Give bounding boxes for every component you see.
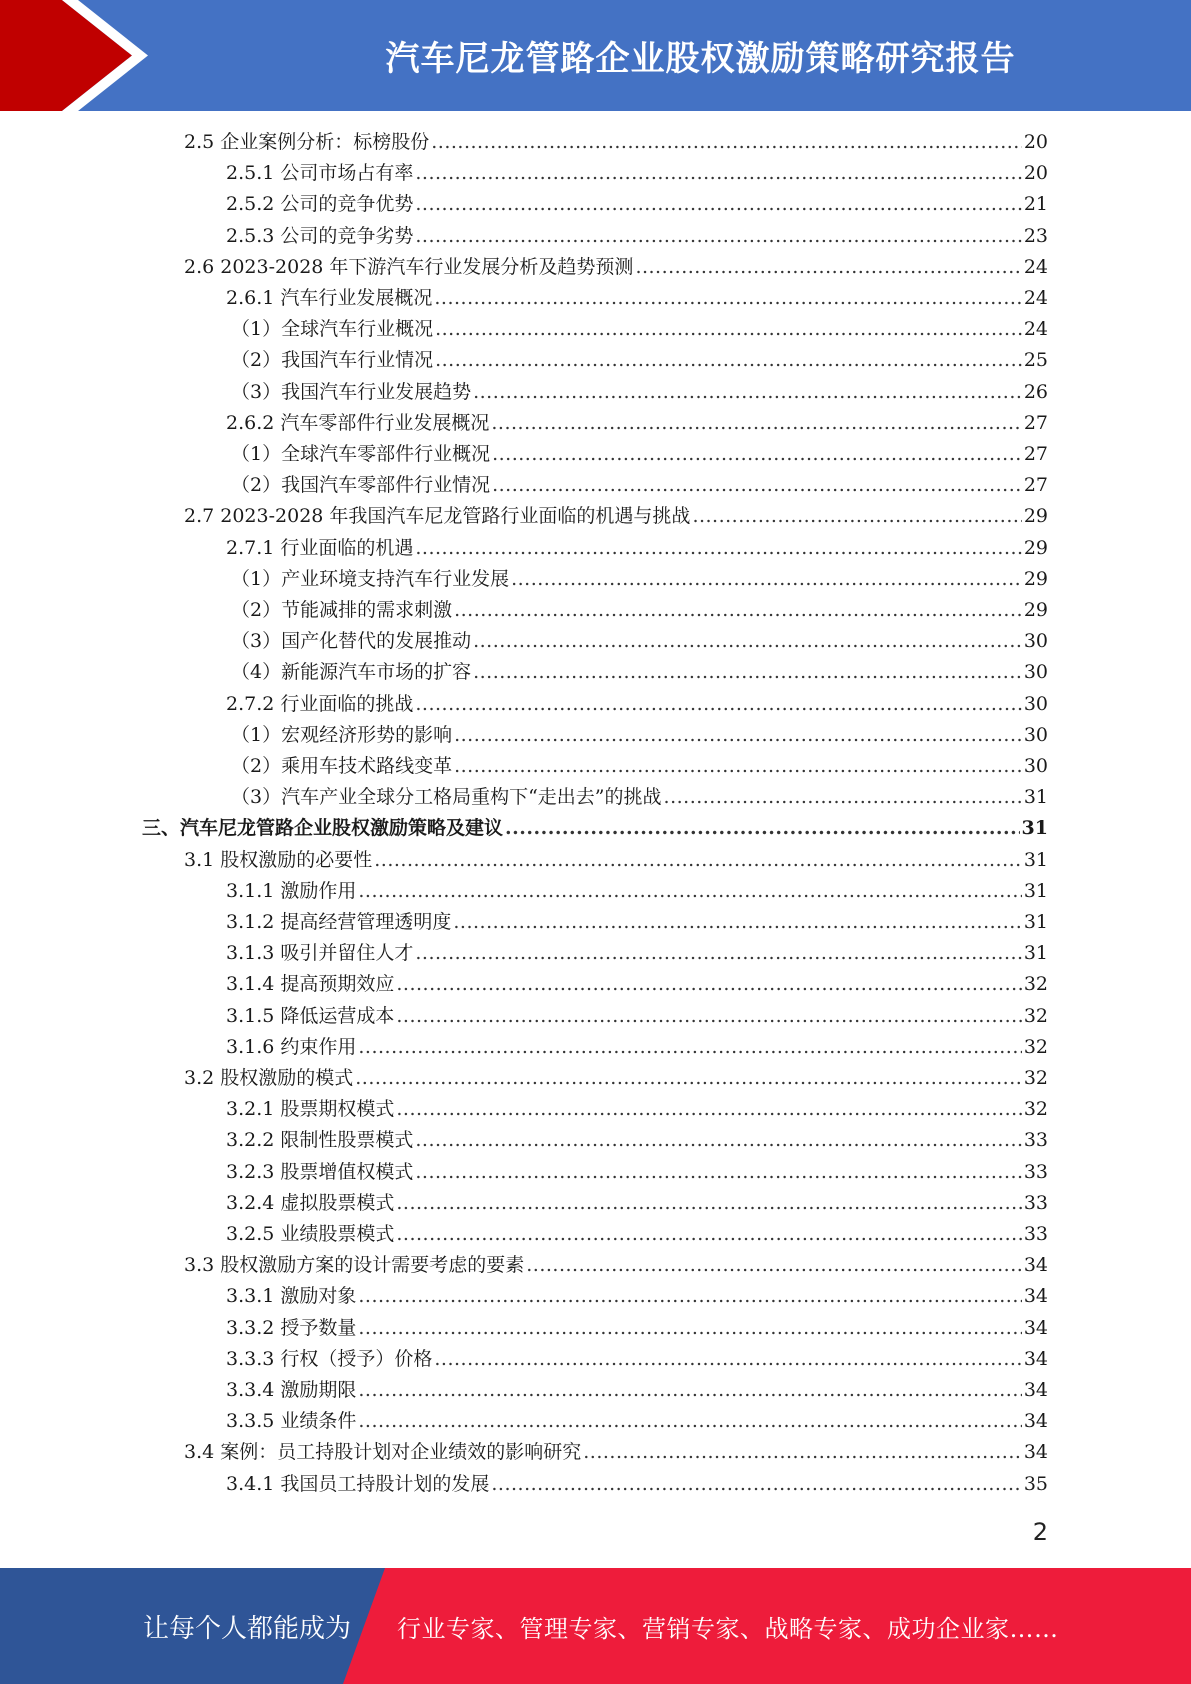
toc-leader-dots [358, 1375, 1021, 1406]
toc-leader-dots [415, 1125, 1021, 1156]
toc-entry-page: 32 [1023, 1035, 1048, 1058]
toc-leader-dots [692, 501, 1021, 532]
toc-leader-dots [434, 283, 1021, 314]
toc-leader-dots [635, 252, 1021, 283]
toc-entry-page: 30 [1023, 755, 1048, 777]
toc-entry[interactable] [184, 1063, 1048, 1094]
toc-entry-page: 34 [1023, 1410, 1048, 1433]
toc-entry[interactable] [226, 158, 1048, 189]
toc-entry-title: （3）国产化替代的发展推动 [231, 630, 472, 653]
toc-entry-page: 34 [1023, 1285, 1048, 1308]
toc-leader-dots [454, 595, 1022, 626]
toc-leader-dots [435, 314, 1022, 345]
toc-entry-page: 32 [1023, 1098, 1048, 1121]
toc-entry[interactable] [226, 938, 1048, 969]
toc-entry-title: 3.1.4 提高预期效应 [226, 973, 395, 996]
toc-entry[interactable] [184, 252, 1048, 283]
page-number: 2 [1032, 1518, 1048, 1546]
toc-entry-page: 29 [1023, 567, 1048, 590]
toc-entry[interactable] [231, 564, 1048, 595]
toc-entry-page: 25 [1023, 349, 1048, 372]
toc-entry-page: 33 [1023, 1160, 1048, 1183]
toc-entry-page: 24 [1023, 287, 1048, 309]
toc-entry-title: 3.2.4 虚拟股票模式 [226, 1191, 395, 1214]
toc-entry-page: 30 [1023, 630, 1048, 653]
toc-leader-dots [526, 1250, 1022, 1281]
toc-entry[interactable] [231, 470, 1048, 501]
toc-entry-page: 23 [1023, 224, 1048, 247]
toc-entry-title: 3.1.5 降低运营成本 [226, 1004, 395, 1027]
toc-entry-title: （4）新能源汽车市场的扩容 [231, 661, 472, 684]
toc-entry-page: 34 [1023, 1316, 1048, 1339]
toc-leader-dots [491, 408, 1021, 439]
toc-entry-page: 30 [1023, 723, 1048, 746]
toc-entry-title: 三、汽车尼龙管路企业股权激励策略及建议 [142, 817, 504, 840]
toc-entry-page: 33 [1023, 1191, 1048, 1214]
toc-entry-page: 34 [1023, 1379, 1048, 1401]
toc-entry[interactable] [231, 377, 1048, 408]
toc-entry-page: 31 [1023, 911, 1048, 933]
toc-leader-dots [473, 377, 1022, 408]
toc-entry-page: 34 [1023, 1441, 1048, 1464]
toc-leader-dots [396, 1188, 1021, 1219]
toc-entry-page: 30 [1023, 661, 1048, 684]
toc-leader-dots [396, 1094, 1021, 1125]
toc-leader-dots [511, 564, 1022, 595]
toc-entry[interactable] [226, 876, 1048, 907]
toc-entry[interactable] [226, 1219, 1048, 1250]
toc-entry-title: 3.1.3 吸引并留住人才 [226, 942, 414, 965]
toc-leader-dots [358, 1032, 1021, 1063]
toc-entry[interactable] [184, 1250, 1048, 1281]
toc-entry-title: 3.1.2 提高经营管理透明度 [226, 911, 452, 933]
toc-entry-title: 2.6 2023-2028 年下游汽车行业发展分析及趋势预测 [184, 255, 634, 278]
toc-leader-dots [358, 1313, 1021, 1344]
toc-entry-page: 20 [1023, 131, 1048, 153]
toc-entry-title: （3）我国汽车行业发展趋势 [231, 380, 472, 403]
toc-entry-page: 31 [1023, 942, 1048, 965]
toc-entry[interactable] [226, 189, 1048, 220]
toc-leader-dots [358, 1406, 1021, 1437]
toc-entry-title: 3.3.3 行权（授予）价格 [226, 1347, 433, 1370]
toc-entry[interactable] [231, 595, 1048, 626]
toc-entry-title: （3）汽车产业全球分工格局重构下“走出去”的挑战 [231, 786, 662, 809]
toc-leader-dots [415, 533, 1021, 564]
report-title: 汽车尼龙管路企业股权激励策略研究报告 [385, 39, 1016, 79]
toc-leader-dots [415, 221, 1021, 252]
toc-leader-dots [453, 907, 1021, 938]
toc-entry[interactable] [231, 626, 1048, 657]
toc-entry-title: 2.5 企业案例分析：标榜股份 [184, 131, 430, 153]
toc-entry[interactable] [231, 782, 1048, 813]
toc-entry-page: 27 [1023, 443, 1048, 465]
toc-entry[interactable] [226, 533, 1048, 564]
toc-leader-dots [415, 158, 1021, 189]
toc-entry[interactable] [226, 1406, 1048, 1437]
toc-entry[interactable] [231, 657, 1048, 688]
toc-entry-title: 2.6.2 汽车零部件行业发展概况 [226, 411, 490, 434]
toc-entry-title: 3.3.1 激励对象 [226, 1285, 357, 1308]
toc-leader-dots [454, 720, 1022, 751]
footer-slogan-left: 让每个人都能成为 [143, 1613, 352, 1644]
toc-entry[interactable] [231, 439, 1048, 470]
page-footer [0, 1568, 1191, 1684]
toc-entry[interactable] [226, 1001, 1048, 1032]
toc-entry-page: 31 [1023, 848, 1048, 871]
toc-entry[interactable] [226, 1032, 1048, 1063]
toc-entry-title: 3.1.6 约束作用 [226, 1035, 357, 1058]
toc-entry-page: 31 [1021, 817, 1048, 840]
toc-leader-dots [396, 1001, 1021, 1032]
toc-entry-title: 2.6.1 汽车行业发展概况 [226, 287, 433, 309]
toc-entry-page: 32 [1023, 973, 1048, 996]
toc-entry-title: 3.1 股权激励的必要性 [184, 848, 373, 871]
toc-entry-page: 32 [1023, 1004, 1048, 1027]
toc-entry-title: 3.4.1 我国员工持股计划的发展 [226, 1472, 490, 1495]
toc-entry[interactable] [226, 1188, 1048, 1219]
toc-entry[interactable] [226, 1344, 1048, 1375]
toc-entry-title: 3.3 股权激励方案的设计需要考虑的要素 [184, 1254, 525, 1277]
toc-entry-page: 32 [1023, 1067, 1048, 1089]
toc-entry-title: 3.3.5 业绩条件 [226, 1410, 357, 1433]
toc-leader-dots [396, 969, 1021, 1000]
toc-leader-dots [435, 345, 1022, 376]
toc-entry[interactable] [226, 1125, 1048, 1156]
toc-entry[interactable] [226, 1157, 1048, 1188]
toc-leader-dots [358, 876, 1021, 907]
toc-leader-dots [415, 938, 1021, 969]
toc-entry[interactable] [226, 1281, 1048, 1312]
toc-entry[interactable] [226, 689, 1048, 720]
toc-entry-title: 2.7 2023-2028 年我国汽车尼龙管路行业面临的机遇与挑战 [184, 505, 691, 528]
toc-leader-dots [431, 127, 1022, 158]
toc-leader-dots [415, 1157, 1021, 1188]
toc-entry-page: 27 [1023, 411, 1048, 434]
toc-entry[interactable] [231, 314, 1048, 345]
toc-entry[interactable] [231, 345, 1048, 376]
toc-leader-dots [454, 751, 1022, 782]
toc-leader-dots [664, 782, 1022, 813]
toc-entry[interactable] [231, 751, 1048, 782]
toc-entry-page: 24 [1023, 255, 1048, 278]
toc-entry-title: （1）产业环境支持汽车行业发展 [231, 567, 510, 590]
toc-entry-page: 24 [1023, 318, 1048, 341]
toc-entry-page: 34 [1023, 1347, 1048, 1370]
toc-entry-page: 33 [1023, 1223, 1048, 1245]
toc-leader-dots [492, 470, 1022, 501]
toc-entry-title: 2.5.1 公司市场占有率 [226, 162, 414, 185]
toc-leader-dots [473, 626, 1022, 657]
toc-leader-dots [505, 813, 1020, 844]
toc-leader-dots [374, 845, 1022, 876]
toc-entry[interactable] [184, 845, 1048, 876]
toc-leader-dots [415, 189, 1021, 220]
toc-entry-title: 3.1.1 激励作用 [226, 879, 357, 902]
toc-leader-dots [492, 439, 1022, 470]
toc-leader-dots [491, 1469, 1021, 1500]
toc-entry-title: （1）宏观经济形势的影响 [231, 723, 453, 746]
toc-entry-page: 31 [1023, 786, 1048, 809]
toc-entry-page: 27 [1023, 474, 1048, 497]
toc-entry-title: （2）乘用车技术路线变革 [231, 755, 453, 777]
toc-entry-page: 26 [1023, 380, 1048, 403]
toc-entry-title: （2）我国汽车零部件行业情况 [231, 474, 491, 497]
toc-entry-page: 31 [1023, 879, 1048, 902]
toc-entry-page: 29 [1023, 505, 1048, 528]
toc-entry[interactable] [231, 720, 1048, 751]
toc-entry-page: 30 [1023, 692, 1048, 715]
toc-entry-title: （2）节能减排的需求刺激 [231, 599, 453, 621]
toc-entry-title: 2.7.1 行业面临的机遇 [226, 536, 414, 559]
chevron-arrow-icon [0, 0, 160, 111]
toc-entry-page: 20 [1023, 162, 1048, 185]
toc-leader-dots [415, 689, 1021, 720]
toc-entry[interactable] [226, 1313, 1048, 1344]
toc-entry[interactable] [226, 907, 1048, 938]
toc-entry-title: （1）全球汽车零部件行业概况 [231, 443, 491, 465]
toc-entry-title: （2）我国汽车行业情况 [231, 349, 434, 372]
toc-entry[interactable] [226, 1469, 1048, 1500]
toc-entry-title: 3.2.1 股票期权模式 [226, 1098, 395, 1121]
toc-entry[interactable] [142, 813, 1048, 844]
toc-entry[interactable] [226, 408, 1048, 439]
toc-entry[interactable] [226, 969, 1048, 1000]
toc-entry[interactable] [184, 127, 1048, 158]
toc-entry-title: 2.5.2 公司的竞争优势 [226, 193, 414, 216]
toc-entry-page: 34 [1023, 1254, 1048, 1277]
toc-entry-page: 29 [1023, 599, 1048, 621]
toc-leader-dots [583, 1437, 1022, 1468]
toc-entry-title: （1）全球汽车行业概况 [231, 318, 434, 341]
toc-entry-title: 2.7.2 行业面临的挑战 [226, 692, 414, 715]
toc-entry-page: 29 [1023, 536, 1048, 559]
toc-entry[interactable] [226, 1375, 1048, 1406]
toc-entry[interactable] [184, 501, 1048, 532]
toc-leader-dots [434, 1344, 1021, 1375]
toc-entry[interactable] [184, 1437, 1048, 1468]
toc-entry-title: 3.2.5 业绩股票模式 [226, 1223, 395, 1245]
toc-entry-page: 35 [1023, 1472, 1048, 1495]
toc-entry-title: 3.2.2 限制性股票模式 [226, 1129, 414, 1152]
toc-entry-page: 33 [1023, 1129, 1048, 1152]
toc-entry-title: 3.2 股权激励的模式 [184, 1067, 354, 1089]
toc-entry-title: 2.5.3 公司的竞争劣势 [226, 224, 414, 247]
toc-leader-dots [473, 657, 1022, 688]
toc-entry[interactable] [226, 1094, 1048, 1125]
toc-leader-dots [396, 1219, 1021, 1250]
toc-entry-title: 3.3.2 授予数量 [226, 1316, 357, 1339]
page-header [0, 0, 1191, 111]
toc-entry-title: 3.4 案例：员工持股计划对企业绩效的影响研究 [184, 1441, 582, 1464]
toc-entry-title: 3.3.4 激励期限 [226, 1379, 357, 1401]
toc-entry-page: 21 [1023, 193, 1048, 216]
toc-leader-dots [355, 1063, 1022, 1094]
toc-leader-dots [358, 1281, 1021, 1312]
toc-entry[interactable] [226, 221, 1048, 252]
toc-entry[interactable] [226, 283, 1048, 314]
footer-slogan-right: 行业专家、管理专家、营销专家、战略专家、成功企业家…… [397, 1614, 1059, 1643]
toc-entry-title: 3.2.3 股票增值权模式 [226, 1160, 414, 1183]
